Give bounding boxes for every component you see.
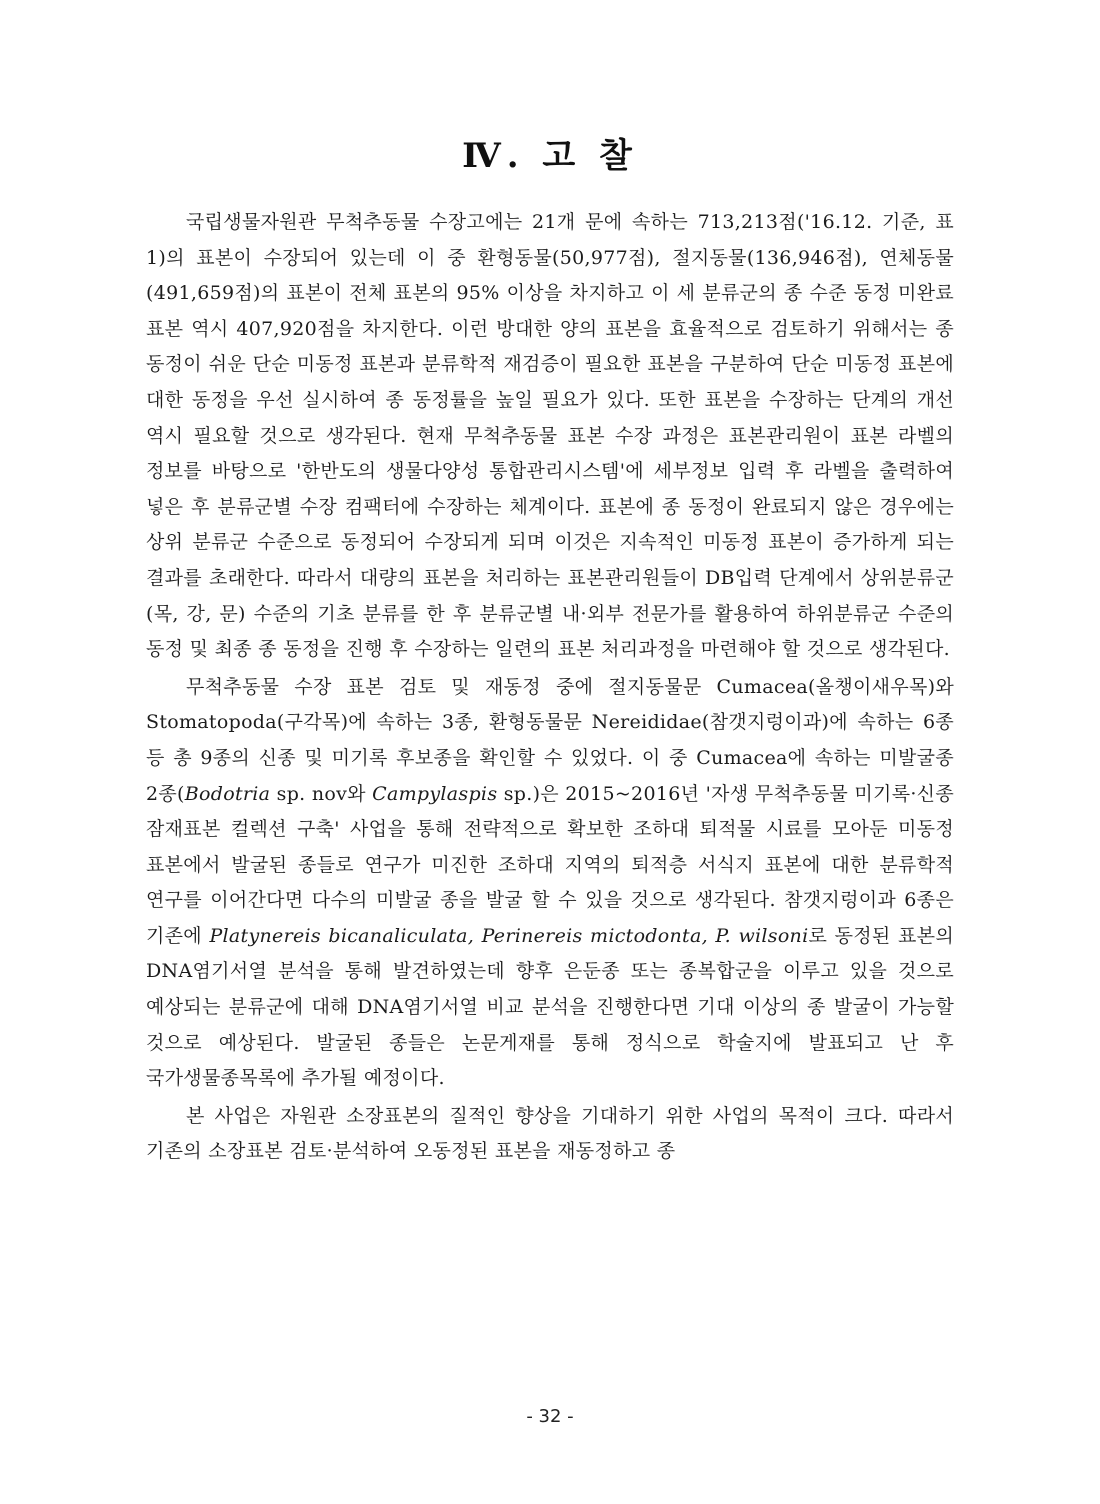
body-text — [146, 205, 954, 1170]
text-run: 본 사업은 자원관 소장표본의 질적인 향상을 기대하기 위한 사업의 목적이 크다. 따라서 기존의 소장표본 검토·분석하여 오동정된 표본을 재동정하고 종 — [146, 1104, 954, 1163]
text-run: sp.)은 2015~2016년 '자생 무척추동물 미기록·신종 잠재표본 컬렉션 구축' 사업을 통해 전략적으로 확보한 조하대 퇴적물 시료를 모아둔 미동정 표본에서 발굴된 종들로 연구가 미진한 조하대 지역의 퇴적층 서식지 표본에 대한 분류학적 연구를 이어간다면 다수의 미발굴 종을 발굴 할 수 있을 것으로 생각된다. 참갯지렁이과 6종은 기존에 — [146, 782, 954, 947]
paragraph — [146, 205, 954, 668]
paragraph — [146, 1099, 954, 1170]
text-run: 국립생물자원관 무척추동물 수장고에는 21개 문에 속하는 713,213점('16.12. 기준, 표 1)의 표본이 수장되어 있는데 이 중 환형동물(50,977점), 절지동물(136,946점), 연체동물(491,659점)의 표본이 전체 표본의 95% 이상을 차지하고 이 세 분류군의 종 수준 동정 미완료 표본 역시 407,920점을 차지한다. 이런 방대한 양의 표본을 효율적으로 검토하기 위해서는 종 동정이 쉬운 단순 미동정 표본과 분류학적 재검증이 필요한 표본을 구분하여 단순 미동정 표본에 대한 동정을 우선 실시하여 종 동정률을 높일 필요가 있다. 또한 표본을 수장하는 단계의 개선 역시 필요할 것으로 생각된다. 현재 무척추동물 표본 수장 과정은 표본관리원이 표본 라벨의 정보를 바탕으로 '한반도의 생물다양성 통합관리시스템'에 세부정보 입력 후 라벨을 출력하여 넣은 후 분류군별 수장 컴팩터에 수장하는 체계이다. 표본에 종 동정이 완료되지 않은 경우에는 상위 분류군 수준으로 동정되어 수장되게 되며 이것은 지속적인 미동정 표본이 증가하게 되는 결과를 초래한다. 따라서 대량의 표본을 처리하는 표본관리원들이 DB입력 단계에서 상위분류군(목, 강, 문) 수준의 기초 분류를 한 후 분류군별 내·외부 전문가를 활용하여 하위분류군 수준의 동정 및 최종 종 동정을 진행 후 수장하는 일련의 표본 처리과정을 마련해야 할 것으로 생각된다. — [146, 211, 954, 661]
italic-run: Platynereis bicanaliculata, Perinereis mictodonta, P. wilsoni — [209, 924, 809, 947]
italic-run: Bodotria — [184, 782, 271, 805]
text-run: 로 동정된 표본의 DNA염기서열 분석을 통해 발견하였는데 향후 은둔종 또는 종복합군을 이루고 있을 것으로 예상되는 분류군에 대해 DNA염기서열 비교 분석을 진행한다면 기대 이상의 종 발굴이 가능할 것으로 예상된다. 발굴된 종들은 논문게재를 통해 정식으로 학술지에 발표되고 난 후 국가생물종목록에 추가될 예정이다. — [146, 924, 954, 1090]
text-run: sp. nov와 — [270, 782, 373, 805]
paragraph — [146, 670, 954, 1097]
page-number: - 32 - — [526, 1406, 574, 1427]
italic-run: Campylaspis — [372, 782, 498, 805]
section-title: Ⅳ. 고 찰 — [462, 136, 638, 176]
text-run: 무척추동물 수장 표본 검토 및 재동정 중에 절지동물문 Cumacea(올챙이새우목)와 Stomatopoda(구각목)에 속하는 3종, 환형동물문 Nereididae(참갯지렁이과)에 속하는 6종 등 총 9종의 신종 및 미기록 후보종을 확인할 수 있었다. 이 중 Cumacea에 속하는 미발굴종 2종( — [146, 675, 954, 805]
